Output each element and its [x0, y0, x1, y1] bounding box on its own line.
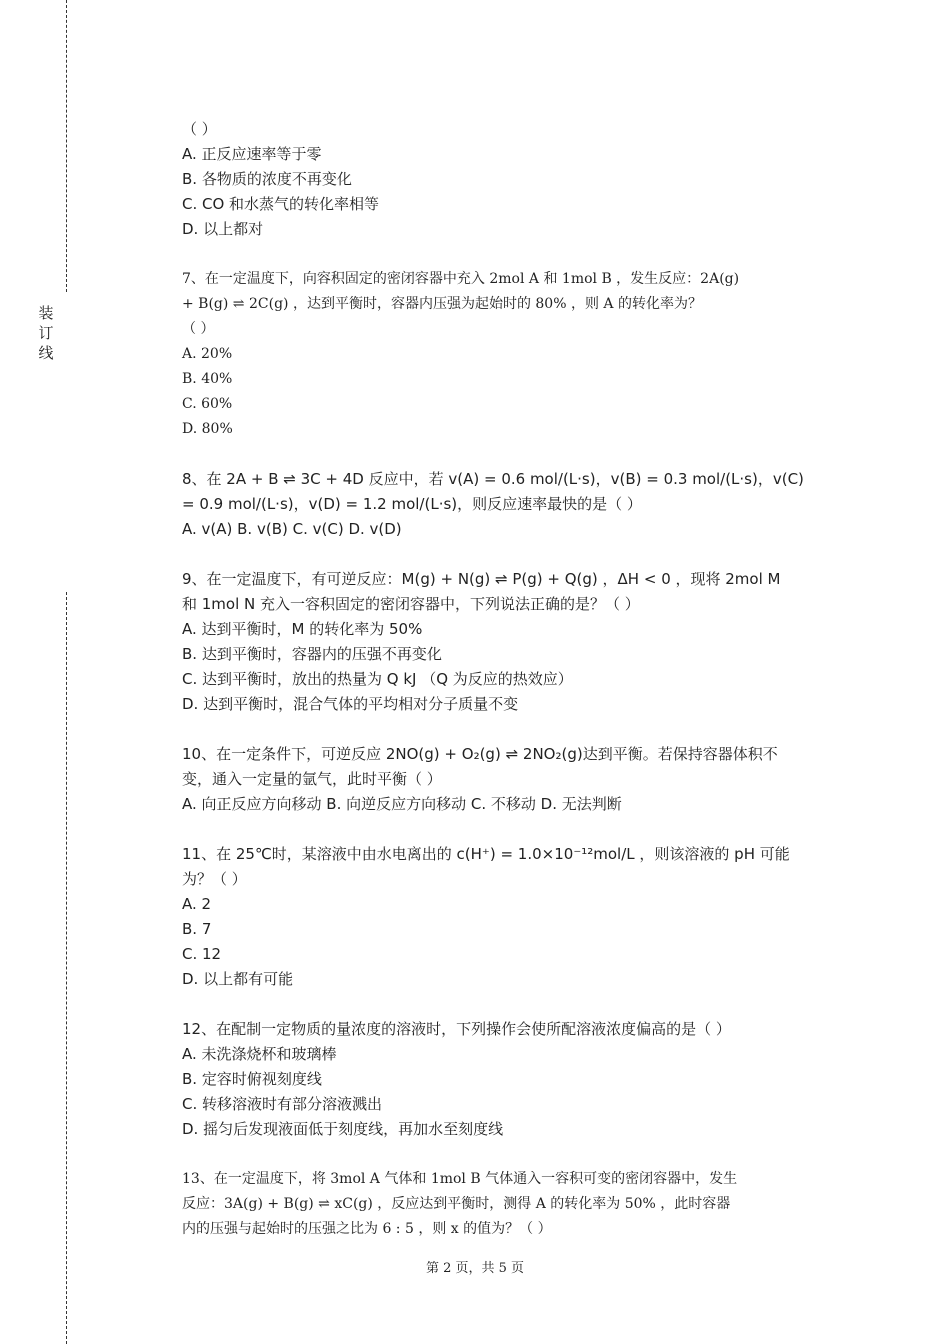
question-12: [182, 1017, 842, 1142]
question-stem-line: 为？（ ）: [182, 870, 247, 888]
option-c: C. 12: [182, 945, 222, 963]
question-stem-line: = 0.9 mol/(L·s)，v(D) = 1.2 mol/(L·s)，则反应速率最快的是（ ）: [182, 495, 642, 513]
option-d: D. 以上都有可能: [182, 970, 294, 988]
option-d: D. 以上都对: [182, 220, 264, 238]
option-c: C. CO 和水蒸气的转化率相等: [182, 195, 380, 213]
question-stem-line: （ ）: [182, 120, 217, 138]
binding-char: 装: [38, 304, 54, 322]
question-11: [182, 842, 842, 992]
question-stem-line: 变，通入一定量的氩气，此时平衡（ ）: [182, 770, 442, 788]
option-a: A. 正反应速率等于零: [182, 145, 322, 163]
option-b: B. 各物质的浓度不再变化: [182, 170, 352, 188]
binding-line-bottom: [66, 592, 67, 1344]
binding-char: 线: [38, 344, 54, 362]
question-stem-line: 内的压强与起始时的压强之比为 6 : 5 ，则 x 的值为？（ ）: [182, 1221, 552, 1237]
option-d: D. 达到平衡时，混合气体的平均相对分子质量不变: [182, 695, 519, 713]
question-stem-line: 8、在 2A + B ⇌ 3C + 4D 反应中，若 v(A) = 0.6 mol/(L·s)，v(B) = 0.3 mol/(L·s)，v(C): [182, 470, 804, 488]
options-inline: A. v(A) B. v(B) C. v(C) D. v(D): [182, 520, 402, 538]
question-stem-line: 7、在一定温度下，向容积固定的密闭容器中充入 2mol A 和 1mol B ，发生反应：2A(g): [182, 271, 740, 287]
option-b: B. 达到平衡时，容器内的压强不再变化: [182, 645, 442, 663]
option-c: C. 转移溶液时有部分溶液溅出: [182, 1095, 383, 1113]
page-number: 第 2 页，共 5 页: [425, 1261, 525, 1276]
question-stem-line: + B(g) ⇌ 2C(g) ，达到平衡时，容器内压强为起始时的 80% ，则 A 的转化率为？: [182, 296, 702, 312]
question-list: [182, 117, 842, 1267]
option-a: A. 2: [182, 895, 212, 913]
option-d: D. 摇匀后发现液面低于刻度线，再加水至刻度线: [182, 1120, 504, 1138]
binding-label: [36, 303, 56, 363]
option-c: C. 60%: [182, 396, 233, 412]
option-b: B. 定容时俯视刻度线: [182, 1070, 322, 1088]
option-b: B. 40%: [182, 371, 233, 387]
question-stem-line: 9、在一定温度下，有可逆反应：M(g) + N(g) ⇌ P(g) + Q(g) ，ΔH < 0 ，现将 2mol M: [182, 570, 781, 588]
question-stem-line: 10、在一定条件下，可逆反应 2NO(g) + O₂(g) ⇌ 2NO₂(g)达到平衡。若保持容器体积不: [182, 745, 778, 763]
question-stem-line: （ ）: [182, 321, 215, 337]
question-13: [182, 1167, 842, 1242]
question-9: [182, 567, 842, 717]
question-stem-line: 12、在配制一定物质的量浓度的溶液时，下列操作会使所配溶液浓度偏高的是（ ）: [182, 1020, 731, 1038]
question-7: [182, 267, 842, 442]
option-c: C. 达到平衡时，放出的热量为 Q kJ （Q 为反应的热效应）: [182, 670, 573, 688]
question-10: [182, 742, 842, 817]
binding-line-top: [66, 0, 67, 292]
question-6: [182, 117, 842, 242]
question-stem-line: 和 1mol N 充入一容积固定的密闭容器中，下列说法正确的是？（ ）: [182, 595, 640, 613]
question-stem-line: 11、在 25℃时，某溶液中由水电离出的 c(H⁺) = 1.0×10⁻¹²mol/L ，则该溶液的 pH 可能: [182, 845, 790, 863]
options-inline: A. 向正反应方向移动 B. 向逆反应方向移动 C. 不移动 D. 无法判断: [182, 795, 622, 813]
option-a: A. 达到平衡时，M 的转化率为 50%: [182, 620, 423, 638]
question-8: [182, 467, 842, 542]
question-stem-line: 反应：3A(g) + B(g) ⇌ xC(g) ，反应达到平衡时，测得 A 的转化率为 50% ，此时容器: [182, 1196, 731, 1212]
option-d: D. 80%: [182, 421, 233, 437]
option-a: A. 20%: [182, 346, 233, 362]
binding-char: 订: [38, 324, 54, 342]
option-a: A. 未洗涤烧杯和玻璃棒: [182, 1045, 337, 1063]
option-b: B. 7: [182, 920, 212, 938]
question-stem-line: 13、在一定温度下，将 3mol A 气体和 1mol B 气体通入一容积可变的密闭容器中，发生: [182, 1171, 738, 1187]
